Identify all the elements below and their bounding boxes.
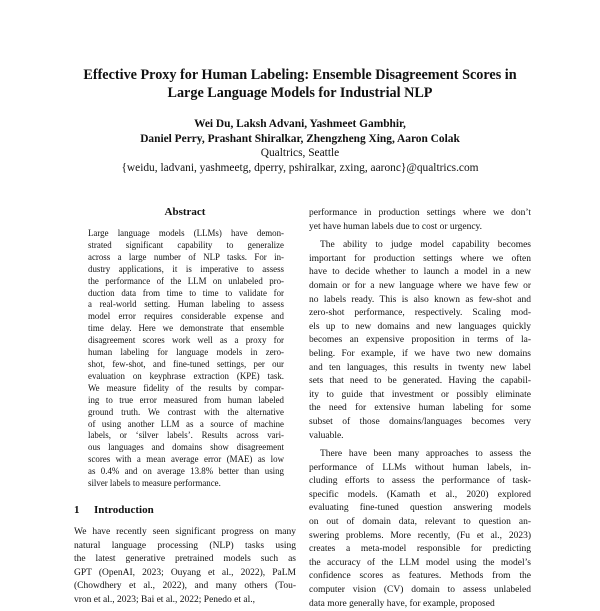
text-line: We measure fidelity of the results by compar-: [88, 382, 284, 393]
author-list: [40, 117, 560, 146]
text-line: ity to guide that investment or possibly eliminate: [309, 389, 531, 400]
text-line: of using another LLM as a source of machine: [88, 418, 284, 429]
text-line: domain or for a new language where we have few or: [309, 280, 531, 291]
text-line: becomes an expensive proposition in terms of la-: [309, 335, 531, 346]
text-line: silver labels to measure performance.: [88, 478, 221, 489]
text-line: valuable.: [309, 430, 344, 441]
text-line: the performance of the LLM on unlabeled pro-: [88, 275, 284, 286]
text-line: Large language models (LLMs) have demon-: [88, 228, 284, 238]
paper-title: [40, 67, 560, 102]
abstract-heading: Abstract: [164, 206, 206, 218]
abstract-body: [88, 228, 284, 490]
text-line: confidence scores as features. Methods from the: [309, 571, 531, 582]
text-line: There have been many approaches to assess the: [320, 449, 531, 460]
text-line: no labels ready. This is also known as few-shot and: [309, 294, 531, 305]
text-line: creates a meta-model responsible for predicting: [309, 544, 531, 555]
section-heading: [74, 504, 296, 516]
text-line: performance in production settings where we don’t: [309, 208, 531, 218]
text-line: performance of LLMs without human labels, in-: [309, 462, 531, 473]
text-line: computer vision (CV) domain to assess unlabeled: [309, 585, 531, 596]
text-line: across a large number of NLP tasks. For in-: [88, 251, 284, 262]
text-line: time delay. Here we demonstrate that ensemble: [88, 323, 284, 334]
author-line: Daniel Perry, Prashant Shiralkar, Zhengzheng Xing, Aaron Colak: [140, 132, 460, 145]
right-column: [309, 207, 531, 611]
text-line: dustry applications, it is imperative to assess: [88, 263, 284, 274]
text-line: yet have human labels due to cost or urgency.: [309, 221, 483, 232]
affiliation-block: [40, 146, 560, 175]
text-line: a real-world setting. Human labeling to assess: [88, 299, 284, 310]
text-line: vron et al., 2023; Bai et al., 2022; Penedo et al.,: [74, 594, 255, 605]
text-line: as 0.4% and on average 13.8% better than using: [88, 466, 284, 477]
text-line: scores with a mean average error (MAE) as low: [88, 454, 284, 465]
right-paragraph: [309, 207, 531, 234]
text-line: zero-shot performance, respectively. Scaling mod-: [309, 308, 531, 319]
text-line: on out of domain data, relevant to question an-: [309, 517, 531, 528]
text-line: swering problems. More recently, (Fu et al., 2023): [309, 530, 531, 541]
text-line: els up to new domains and new languages quickly: [309, 321, 531, 332]
text-line: have to decide whether to launch a model in a new: [309, 267, 531, 278]
text-line: shot, few-shot, and fine-tuned settings, per our: [88, 358, 284, 369]
text-line: evaluation on keyphrase extraction (KPE) task.: [88, 370, 284, 381]
text-line: disagreement scores work well as a proxy for: [88, 335, 284, 346]
text-line: the accuracy of the LLM model using the model’s: [309, 557, 531, 568]
text-line: GPT (OpenAI, 2023; Ouyang et al., 2022), PaLM: [74, 567, 296, 578]
text-line: specific models. (Kamath et al., 2020) explored: [309, 489, 531, 500]
text-line: We have recently seen significant progress on many: [74, 527, 296, 537]
text-line: (Chowdhery et al., 2022), and many others (Tou-: [74, 581, 296, 592]
text-line: ground truth. We contrast with the alternative: [88, 406, 284, 417]
text-line: duction data from time to time to validate for: [88, 287, 284, 298]
right-paragraph: [309, 448, 531, 611]
text-line: sets that need to be generated. Having the capabil-: [309, 376, 531, 387]
title-line: Effective Proxy for Human Labeling: Ensemble Disagreement Scores in: [83, 67, 517, 83]
text-line: human labeling for language models in zero-: [88, 347, 284, 358]
text-line: cluding efforts to assess the performance of task-: [309, 476, 531, 487]
section-number: 1: [74, 504, 80, 516]
text-line: the latest generative pretrained models such as: [74, 554, 296, 565]
text-line: beling. For example, if we have two new domains: [309, 348, 531, 359]
text-line: data more generally have, for example, proposed: [309, 598, 495, 609]
text-line: important for production settings where we often: [309, 253, 531, 264]
right-paragraph: [309, 239, 531, 443]
intro-left-column: [74, 526, 296, 608]
text-line: subset of those domains/languages becomes very: [309, 416, 531, 427]
section-title: Introduction: [94, 504, 154, 516]
author-line: Wei Du, Laksh Advani, Yashmeet Gambhir,: [194, 118, 406, 130]
text-line: model error requires considerable expense and: [88, 311, 284, 322]
text-line: natural language processing (NLP) tasks using: [74, 540, 296, 551]
text-line: labels, or ‘silver labels’. Results across vari-: [88, 430, 284, 441]
text-line: and ten languages, this results in twenty new label: [309, 362, 531, 373]
text-line: ing to true error measured from human labeled: [88, 394, 284, 405]
text-line: the need for extensive human labeling for some: [309, 403, 531, 414]
text-line: strated significant capability to generalize: [88, 239, 284, 250]
author-emails: {weidu, ladvani, yashmeetg, dperry, pshiralkar, zxing, aaronc}@qualtrics.com: [121, 161, 479, 174]
text-line: evaluating fine-tuned question answering models: [309, 503, 531, 514]
text-line: ous languages and domains show disagreement: [88, 442, 284, 453]
title-line: Large Language Models for Industrial NLP: [167, 84, 433, 101]
text-line: The ability to judge model capability becomes: [320, 240, 531, 251]
affiliation: Qualtrics, Seattle: [260, 147, 340, 159]
